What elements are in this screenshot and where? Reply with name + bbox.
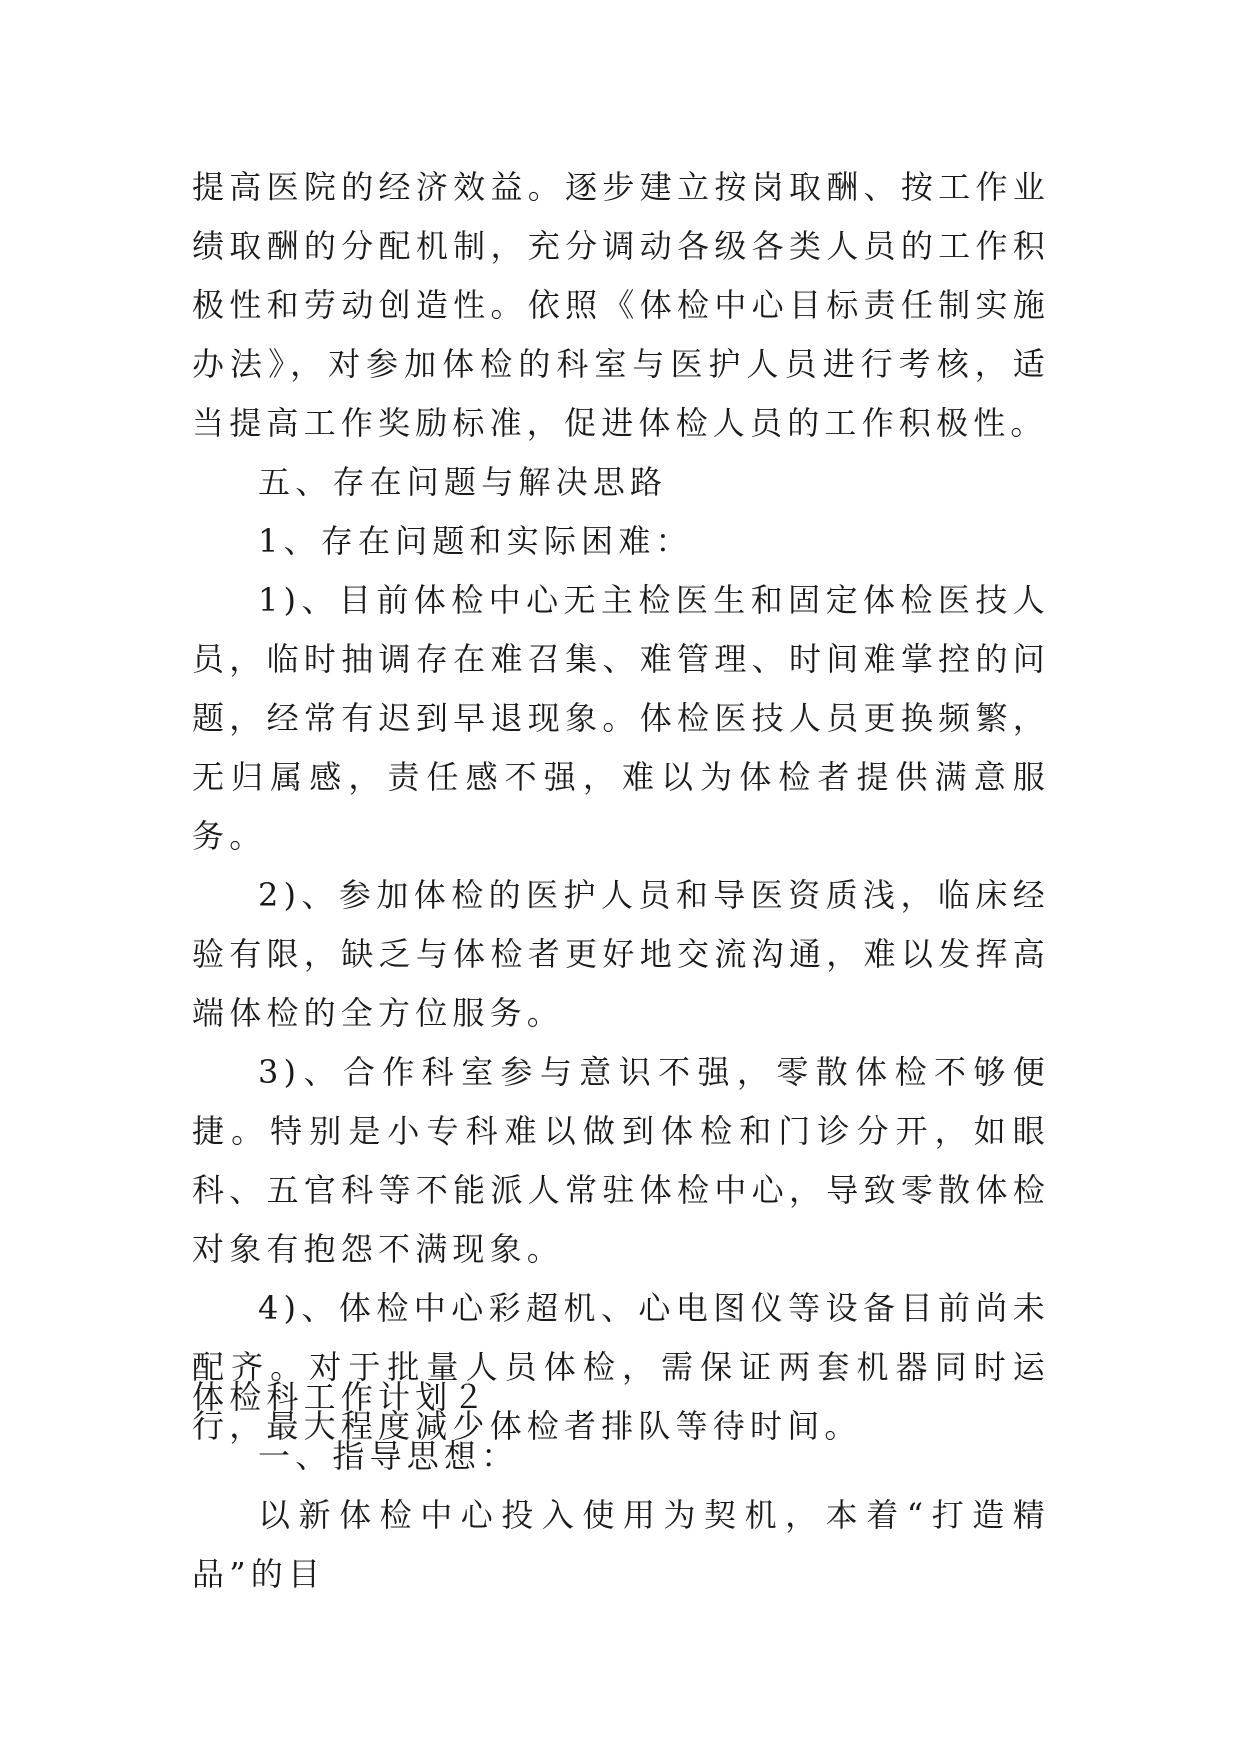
section-plan-2 <box>192 1368 1050 1604</box>
section-plan-continued <box>192 158 1050 1456</box>
paragraph-incentive: 提高医院的经济效益。逐步建立按岗取酬、按工作业绩取酬的分配机制，充分调动各级各类人员的工作积极性和劳动创造性。依照《体检中心目标责任制实施办法》，对参加体检的科室与医护人员进行考核，适当提高工作奖励标准，促进体检人员的工作积极性。 <box>192 168 1050 442</box>
subheading-difficulties: 1、存在问题和实际困难： <box>258 522 693 560</box>
paragraph-guiding-ideology: 以新体检中心投入使用为契机，本着“打造精品”的目 <box>192 1496 1050 1593</box>
section-title: 体检科工作计划２ <box>192 1378 490 1416</box>
heading-problems-solutions: 五、存在问题与解决思路 <box>258 463 668 501</box>
paragraph-problem-3: 3)、合作科室参与意识不强，零散体检不够便捷。特别是小专科难以做到体检和门诊分开，如眼科、五官科等不能派人常驻体检中心，导致零散体检对象有抱怨不满现象。 <box>192 1053 1050 1268</box>
paragraph-problem-2: 2)、参加体检的医护人员和导医资质浅，临床经验有限，缺乏与体检者更好地交流沟通，难以发挥高端体检的全方位服务。 <box>192 876 1050 1032</box>
paragraph-problem-4: 4)、体检中心彩超机、心电图仪等设备目前尚未配齐。对于批量人员体检，需保证两套机器同时运行，最大程度减少体检者排队等待时间。 <box>192 1289 1050 1445</box>
heading-guiding-ideology: 一、指导思想： <box>258 1437 519 1475</box>
paragraph-problem-1: 1)、目前体检中心无主检医生和固定体检医技人员，临时抽调存在难召集、难管理、时间难掌控的问题，经常有迟到早退现象。体检医技人员更换频繁，无归属感，责任感不强，难以为体检者提供满意服务。 <box>192 581 1050 855</box>
